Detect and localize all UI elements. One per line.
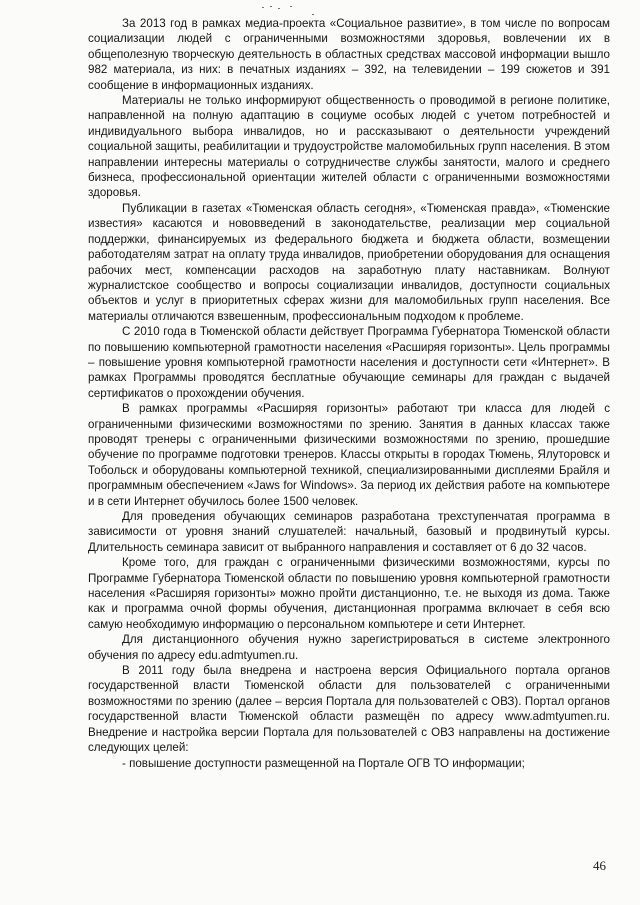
paragraph-portal-2011: В 2011 году была внедрена и настроена версия Официального портала органов государственной власти Тюменской области для пользователей с ограниченными возможностями по зрению (далее – версия Портала для пользователей с ОВЗ). Портал органов государственной власти Тюменской области размещён по адресу www.admtyumen.ru. Внедрение и настройка версии Портала для пользователей с ОВЗ направлены на достижение следующих целей: — [88, 664, 610, 755]
document-body — [88, 16, 610, 771]
paragraph-program-2010: С 2010 года в Тюменской области действует Программа Губернатора Тюменской области по повышению компьютерной грамотности населения «Расширяя горизонты». Цель программы – повышение уровня компьютерной грамотности населения и доступности сети «Интернет». В рамках Программы проводятся бесплатные обучающие семинары для граждан с выдачей сертификатов о прохождении обучения. — [88, 325, 610, 400]
paragraph-distance-courses: Кроме того, для граждан с ограниченными физическими возможностями, курсы по Программе Губернатора Тюменской области по повышению уровня компьютерной грамотности населения «Расширяя горизонты» можно пройти дистанционно, т.е. не выходя из дома. Также как и программа очной формы обучения, дистанционная программа включает в себя всю самую необходимую информацию о персональном компьютере и сети Интернет. — [88, 556, 610, 631]
paragraph-materials: Материалы не только информируют общественность о проводимой в регионе политике, направленной на полную адаптацию в социуме особых людей с учетом потребностей и индивидуального выбора инвалидов, но и рассказывают о деятельности учреждений социальной защиты, реабилитации и трудоустройстве маломобильных групп населения. В этом направлении интересны материалы о сотрудничестве службы занятости, малого и среднего бизнеса, профессиональной ориентации жителей области с ограниченными возможностями здоровья. — [88, 94, 610, 200]
paragraph-media-project: За 2013 год в рамках медиа-проекта «Социальное развитие», в том числе по вопросам социализации людей с ограниченными возможностями здоровья, вовлечении их в общеполезную творческую деятельность в областных средствах массовой информации вышло 982 материала, из них: в печатных изданиях – 392, на телевидении – 199 сюжетов и 391 сообщение в информационных изданиях. — [88, 17, 610, 92]
list-item-accessibility: - повышение доступности размещенной на Портале ОГВ ТО информации; — [122, 756, 525, 770]
page-number: 46 — [593, 857, 606, 873]
paragraph-classes: В рамках программы «Расширяя горизонты» работают три класса для людей с ограниченными физическими возможностями по зрению. Занятия в данных классах также проводят тренеры с ограниченными физическими возможностями по зрению, прошедшие обучение по программе подготовки тренеров. Классы открыты в городах Тюмень, Ялуторовск и Тобольск и оборудованы компьютерной техникой, специализированными дисплеями Брайля и программным обеспечением «Jaws for Windows». За период их действия работе на компьютере и в сети Интернет обучилось более 1500 человек. — [88, 402, 610, 508]
paragraph-publications: Публикации в газетах «Тюменская область сегодня», «Тюменская правда», «Тюменские известия» касаются и нововведений в законодательстве, реализации мер социальной поддержки, финансируемых из федерального бюджета и бюджета области, возмещении работодателям затрат на оплату труда инвалидов, приобретении оборудования для оснащения рабочих мест, компенсации расходов на заработную плату наставникам. Волнуют журналистское сообщество и вопросы социализации инвалидов, доступности социальных объектов и услуг в приоритетных сферах жизни для маломобильных групп населения. Все материалы отличаются взвешенным, профессиональным подходом к проблеме. — [88, 201, 610, 323]
paragraph-registration: Для дистанционного обучения нужно зарегистрироваться в системе электронного обучения по адресу edu.admtyumen.ru. — [88, 633, 610, 662]
scan-artifacts — [260, 4, 320, 18]
paragraph-seminars: Для проведения обучающих семинаров разработана трехступенчатая программа в зависимости от уровня знаний слушателей: начальный, базовый и продвинутый курсы. Длительность семинара зависит от выбранного направления и составляет от 6 до 32 часов. — [88, 510, 610, 554]
